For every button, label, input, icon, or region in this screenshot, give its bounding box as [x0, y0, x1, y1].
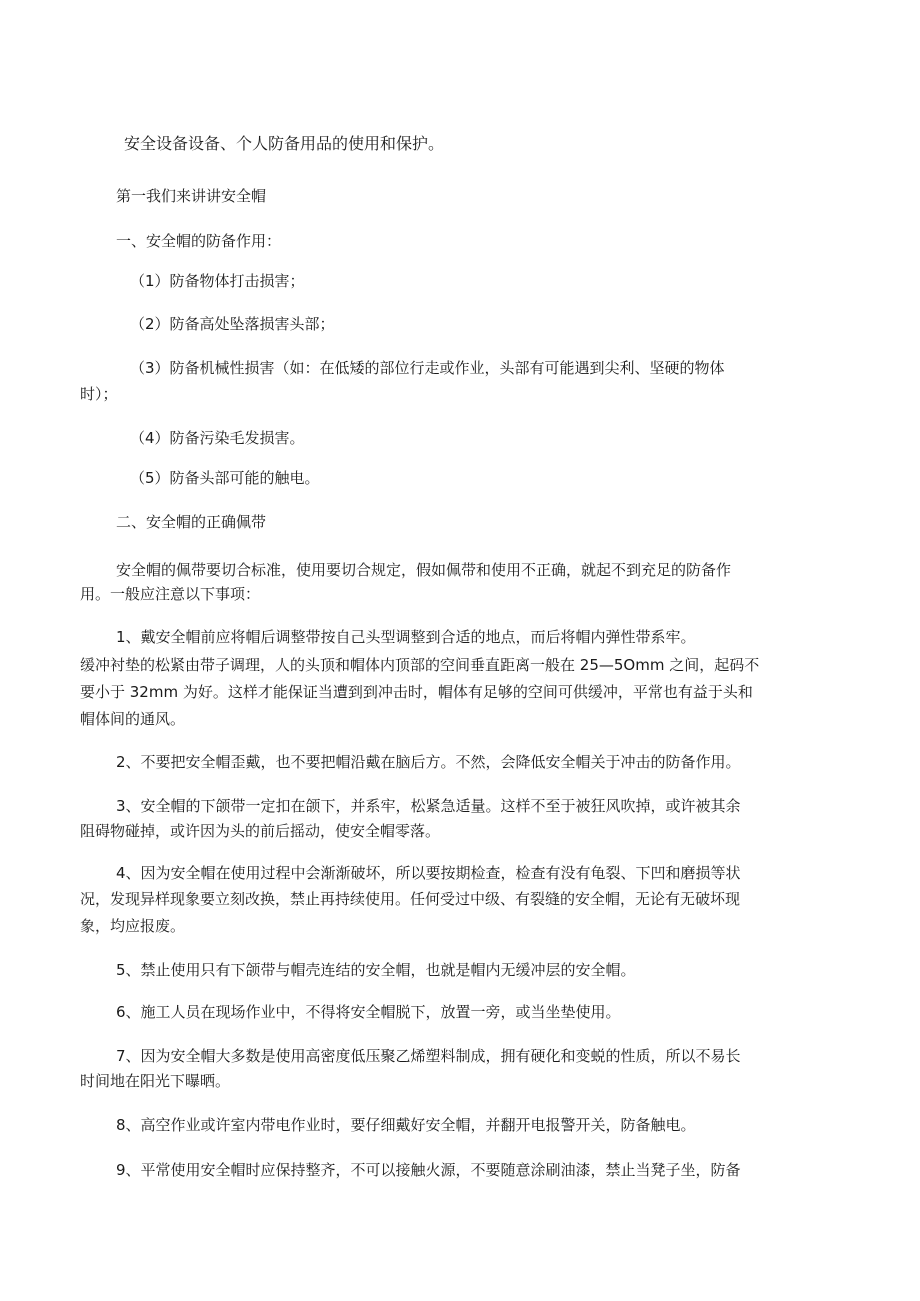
paragraph-line: 要小于 32mm 为好。这样才能保证当遭到到冲击时，帽体有足够的空间可供缓冲，平常也有益于头和 — [80, 683, 753, 701]
paragraph-line: 3、安全帽的下颌带一定扣在颌下，并系牢，松紧急适量。这样不至于被狂风吹掉，或许被其余 — [116, 797, 741, 815]
section2-heading: 二、安全帽的正确佩带 — [116, 513, 267, 531]
section1-item-1: （1）防备物体打击损害； — [130, 272, 305, 290]
document-title: 安全设备设备、个人防备用品的使用和保护。 — [124, 134, 445, 153]
paragraph-line: 6、施工人员在现场作业中，不得将安全帽脱下，放置一旁，或当坐垫使用。 — [116, 1003, 621, 1021]
paragraph-line: 安全帽的佩带要切合标准，使用要切合规定，假如佩带和使用不正确，就起不到充足的防备作 — [116, 561, 732, 579]
paragraph-line: 5、禁止使用只有下颌带与帽壳连结的安全帽，也就是帽内无缓冲层的安全帽。 — [116, 961, 636, 979]
section1-item-4: （4）防备污染毛发损害。 — [130, 429, 305, 447]
paragraph-line: 2、不要把安全帽歪戴，也不要把帽沿戴在脑后方。不然，会降低安全帽关于冲击的防备作用。 — [116, 753, 741, 771]
section1-item-3: （3）防备机械性损害（如：在低矮的部位行走或作业，头部有可能遇到尖利、坚硬的物体 — [130, 359, 725, 377]
section1-item-5: （5）防备头部可能的触电。 — [130, 469, 320, 487]
paragraph-line: 缓冲衬垫的松紧由带子调理，人的头顶和帽体内顶部的空间垂直距离一般在 25—5Omm 之间，起码不 — [80, 656, 760, 674]
paragraph-line: 1、戴安全帽前应将帽后调整带按自己头型调整到合适的地点，而后将帽内弹性带系牢。 — [116, 628, 696, 646]
paragraph-line: 阻碍物碰掉，或许因为头的前后摇动，使安全帽零落。 — [80, 822, 441, 840]
paragraph-line: 用。一般应注意以下事项： — [80, 585, 261, 603]
paragraph-line: 帽体间的通风。 — [80, 710, 186, 728]
section1-heading: 一、安全帽的防备作用： — [116, 232, 282, 250]
paragraph-line: 时间地在阳光下曝晒。 — [80, 1072, 231, 1090]
intro-line: 第一我们来讲讲安全帽 — [116, 187, 267, 205]
paragraph-line: 9、平常使用安全帽时应保持整齐，不可以接触火源，不要随意涂刷油漆，禁止当凳子坐，防备 — [116, 1161, 741, 1179]
section1-item-2: （2）防备高处坠落损害头部； — [130, 315, 335, 333]
paragraph-line: 8、高空作业或许室内带电作业时，要仔细戴好安全帽，并翻开电报警开关，防备触电。 — [116, 1116, 696, 1134]
paragraph-line: 4、因为安全帽在使用过程中会渐渐破坏，所以要按期检查，检查有没有龟裂、下凹和磨损等状 — [116, 864, 741, 882]
paragraph-line: 7、因为安全帽大多数是使用高密度低压聚乙烯塑料制成，拥有硬化和变蜕的性质，所以不易长 — [116, 1047, 741, 1065]
section1-item-3-cont: 时）； — [80, 385, 118, 403]
paragraph-line: 况，发现异样现象要立刻改换，禁止再持续使用。任何受过中级、有裂缝的安全帽，无论有无破坏现 — [80, 890, 741, 908]
paragraph-line: 象，均应报废。 — [80, 917, 186, 935]
